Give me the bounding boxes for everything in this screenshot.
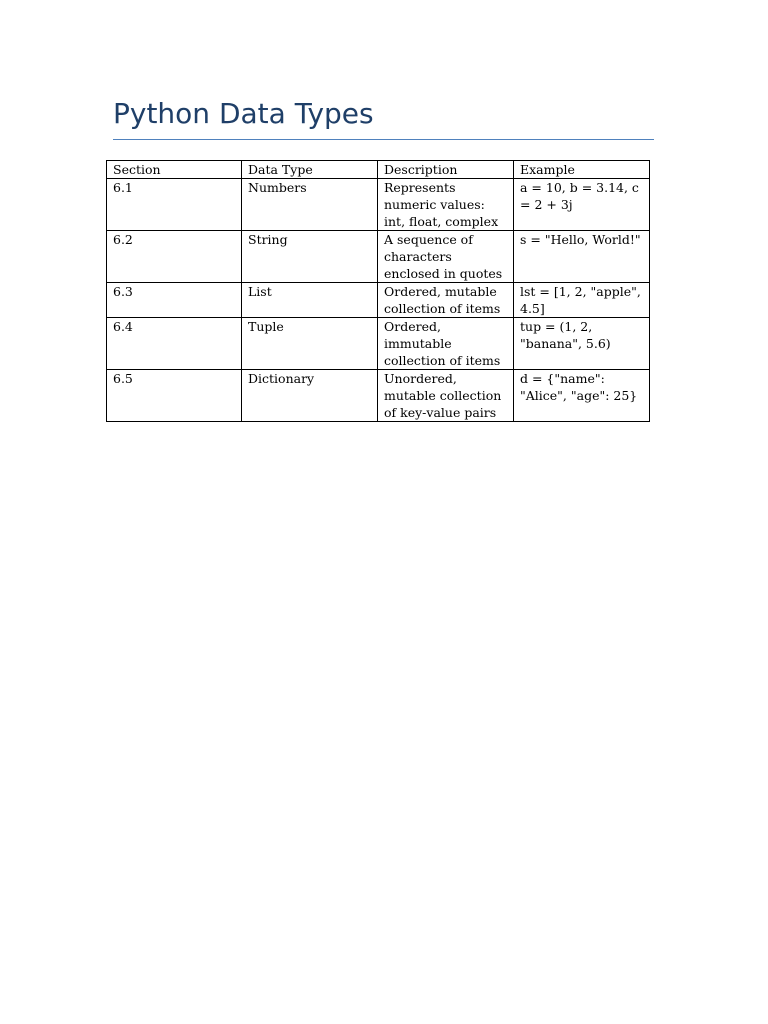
example-cell: tup = (1, 2, "banana", 5.6) xyxy=(514,318,650,370)
table-header-row xyxy=(107,161,650,179)
example-cell: a = 10, b = 3.14, c = 2 + 3j xyxy=(514,179,650,231)
description-cell: Unordered, mutable collection of key-value pairs xyxy=(378,370,514,422)
section-cell: 6.3 xyxy=(107,283,242,318)
table-row xyxy=(107,318,650,370)
data-type-cell: List xyxy=(242,283,378,318)
data-type-cell: Dictionary xyxy=(242,370,378,422)
description-cell: A sequence of characters enclosed in quotes xyxy=(378,231,514,283)
data-type-cell: Tuple xyxy=(242,318,378,370)
table-row xyxy=(107,283,650,318)
table-row xyxy=(107,179,650,231)
data-type-cell: String xyxy=(242,231,378,283)
title-underline xyxy=(113,139,654,140)
description-cell: Represents numeric values: int, float, complex xyxy=(378,179,514,231)
data-type-cell: Numbers xyxy=(242,179,378,231)
data-types-table xyxy=(106,160,650,422)
section-cell: 6.1 xyxy=(107,179,242,231)
section-cell: 6.4 xyxy=(107,318,242,370)
example-cell: d = {"name": "Alice", "age": 25} xyxy=(514,370,650,422)
header-cell-section: Section xyxy=(107,161,242,179)
header-cell-description: Description xyxy=(378,161,514,179)
description-cell: Ordered, immutable collection of items xyxy=(378,318,514,370)
table-row xyxy=(107,231,650,283)
section-cell: 6.5 xyxy=(107,370,242,422)
section-cell: 6.2 xyxy=(107,231,242,283)
example-cell: s = "Hello, World!" xyxy=(514,231,650,283)
page-title: Python Data Types xyxy=(113,97,374,130)
table-row xyxy=(107,370,650,422)
description-cell: Ordered, mutable collection of items xyxy=(378,283,514,318)
example-cell: lst = [1, 2, "apple", 4.5] xyxy=(514,283,650,318)
header-cell-data-type: Data Type xyxy=(242,161,378,179)
header-cell-example: Example xyxy=(514,161,650,179)
